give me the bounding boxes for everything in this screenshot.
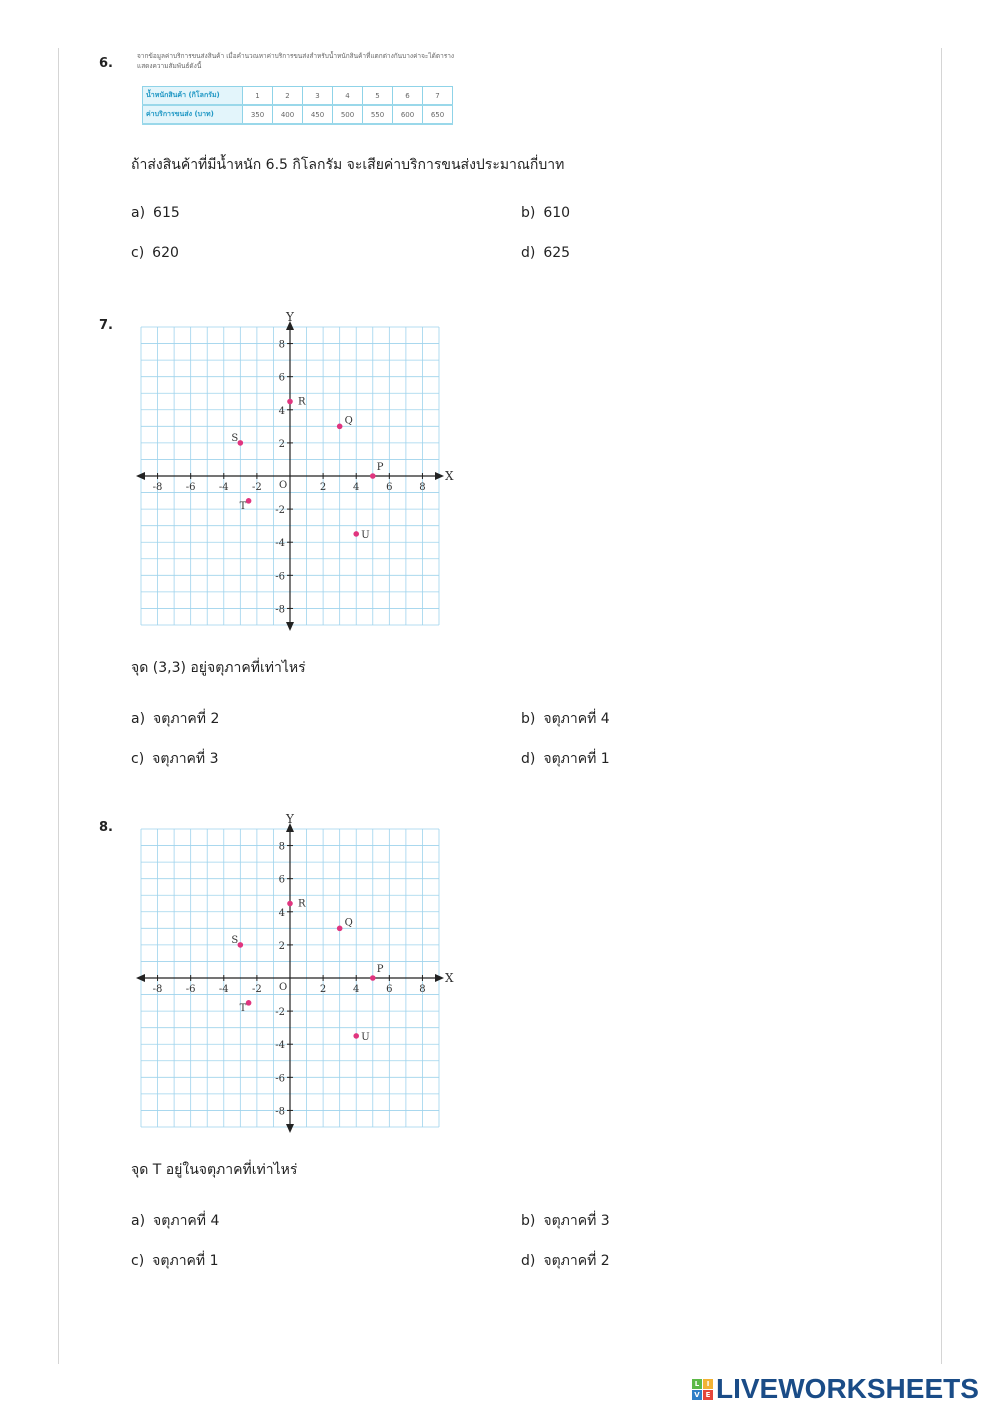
x-axis-label: X: [445, 469, 454, 483]
x-axis-arrow-right: [435, 472, 444, 480]
table-cell: 1: [243, 87, 273, 106]
option-text: จตุภาคที่ 3: [543, 1213, 610, 1229]
y-tick-label: 2: [278, 940, 285, 952]
option-label: b): [521, 205, 536, 221]
logo-block: I: [703, 1379, 713, 1389]
y-tick-label: -6: [275, 571, 285, 583]
table-header-weight: น้ำหนักสินค้า (กิโลกรัม): [143, 87, 243, 106]
y-tick-label: 6: [278, 372, 285, 384]
question-number: 6.: [99, 56, 113, 71]
option-label: b): [521, 711, 536, 727]
point-q: [337, 926, 343, 932]
right-margin-line: [941, 48, 942, 1364]
x-tick-label: -2: [252, 984, 262, 995]
table-cell: 650: [423, 105, 453, 124]
coordinate-graph: [131, 310, 454, 631]
question-text: จุด (3,3) อยู่จตุภาคที่เท่าไหร่: [131, 660, 306, 676]
logo-block: V: [692, 1390, 702, 1400]
option-text: 615: [153, 205, 180, 221]
y-tick-label: -8: [275, 1106, 285, 1118]
option-text: 625: [543, 245, 571, 261]
table-cell: 6: [393, 87, 423, 106]
table-cell: 7: [423, 87, 453, 106]
point-label-r: R: [298, 898, 306, 910]
y-tick-label: -8: [275, 604, 285, 616]
option-c[interactable]: [131, 1250, 219, 1272]
option-text: จตุภาคที่ 3: [152, 751, 219, 767]
logo-text: LIVEWORKSHEETS: [716, 1373, 979, 1404]
table-cell: 350: [243, 105, 273, 124]
y-axis-arrow-down: [286, 1124, 294, 1133]
option-label: b): [521, 1213, 536, 1229]
point-label-p: P: [376, 462, 384, 473]
y-tick-label: -2: [275, 505, 285, 517]
x-tick-label: 8: [419, 482, 426, 493]
option-label: c): [131, 245, 145, 261]
question-intro-text: จากข้อมูลค่าบริการขนส่งสินค้า เมื่อคำนวณหาค่าบริการขนส่งสำหรับน้ำหนักสินค้าที่แตกต่างกันบางค่าจะได้ตาราง แสดงความสัมพันธ์ดังนี้: [137, 52, 455, 70]
x-tick-label: -6: [185, 984, 196, 995]
x-tick-label: -4: [218, 984, 229, 995]
question-text: จุด T อยู่ในจตุภาคที่เท่าไหร่: [131, 1162, 298, 1178]
x-tick-label: 6: [386, 482, 393, 493]
option-b[interactable]: [521, 1210, 610, 1232]
x-axis-arrow-left: [136, 472, 145, 480]
table-cell: 4: [333, 87, 363, 106]
option-c[interactable]: [131, 748, 219, 770]
point-label-t: T: [239, 500, 247, 512]
option-label: d): [521, 245, 536, 261]
x-axis-arrow-left: [136, 974, 145, 982]
option-label: c): [131, 1253, 145, 1269]
point-u: [353, 1033, 359, 1039]
option-text: จตุภาคที่ 2: [153, 711, 220, 727]
point-label-t: T: [239, 1002, 247, 1014]
x-tick-label: -2: [252, 482, 262, 493]
y-tick-label: -4: [275, 538, 285, 550]
point-r: [287, 399, 293, 405]
table-cell: 5: [363, 87, 393, 106]
y-tick-label: 8: [278, 339, 285, 351]
point-u: [353, 531, 359, 537]
x-tick-label: 2: [319, 984, 327, 995]
x-tick-label: 4: [353, 482, 360, 493]
option-text: จตุภาคที่ 4: [543, 711, 610, 727]
liveworksheets-logo: [692, 1373, 979, 1405]
table-row: [143, 87, 453, 106]
x-tick-label: -8: [152, 984, 163, 995]
point-label-q: Q: [344, 917, 353, 929]
option-text: 620: [152, 245, 179, 261]
point-r: [287, 901, 293, 907]
y-tick-label: 4: [278, 907, 285, 919]
point-s: [238, 440, 244, 446]
option-b[interactable]: [521, 708, 610, 730]
option-text: จตุภาคที่ 1: [543, 751, 610, 767]
point-label-p: P: [376, 964, 384, 975]
option-b[interactable]: [521, 205, 570, 221]
table-cell: 2: [273, 87, 303, 106]
y-tick-label: 4: [278, 405, 285, 417]
x-tick-label: 4: [353, 984, 360, 995]
option-text: จตุภาคที่ 1: [152, 1253, 219, 1269]
x-tick-label: -6: [185, 482, 196, 493]
option-d[interactable]: [521, 245, 570, 261]
origin-label: O: [279, 480, 288, 491]
x-tick-label: -8: [152, 482, 163, 493]
logo-block: L: [692, 1379, 702, 1389]
origin-label: O: [279, 982, 288, 993]
point-q: [337, 424, 343, 430]
left-margin-line: [58, 48, 59, 1364]
y-axis-label: Y: [286, 812, 294, 826]
y-tick-label: 6: [278, 874, 285, 886]
table-cell: 400: [273, 105, 303, 124]
table-row: [143, 105, 453, 124]
y-tick-label: -4: [275, 1040, 285, 1052]
logo-blocks-icon: [692, 1379, 713, 1400]
point-t: [246, 1000, 252, 1006]
option-text: จตุภาคที่ 2: [543, 1253, 610, 1269]
x-tick-label: 8: [419, 984, 426, 995]
coordinate-graph: [131, 812, 454, 1133]
table-header-cost: ค่าบริการขนส่ง (บาท): [143, 105, 243, 124]
y-axis-arrow-down: [286, 622, 294, 631]
shipping-cost-table: [142, 86, 453, 125]
y-axis-label: Y: [286, 310, 294, 324]
table-cell: 600: [393, 105, 423, 124]
option-text: 610: [543, 205, 571, 221]
point-label-s: S: [231, 934, 239, 946]
table-cell: 500: [333, 105, 363, 124]
option-d[interactable]: [521, 1250, 610, 1272]
table-cell: 3: [303, 87, 333, 106]
y-tick-label: -2: [275, 1007, 285, 1019]
option-a[interactable]: [131, 1210, 219, 1232]
point-p: [370, 473, 376, 479]
y-tick-label: 8: [278, 841, 285, 853]
point-label-u: U: [361, 529, 370, 541]
x-axis-label: X: [445, 971, 454, 985]
x-axis-arrow-right: [435, 974, 444, 982]
point-p: [370, 975, 376, 981]
x-tick-label: 2: [319, 482, 327, 493]
option-label: d): [521, 751, 536, 767]
point-t: [246, 498, 252, 504]
option-a[interactable]: [131, 205, 180, 221]
question-text: ถ้าส่งสินค้าที่มีน้ำหนัก 6.5 กิโลกรัม จะเสียค่าบริการขนส่งประมาณกี่บาท: [131, 157, 565, 173]
option-label: a): [131, 205, 146, 221]
point-s: [238, 942, 244, 948]
x-tick-label: -4: [218, 482, 229, 493]
point-label-s: S: [231, 432, 239, 444]
x-tick-label: 6: [386, 984, 393, 995]
option-d[interactable]: [521, 748, 610, 770]
point-label-r: R: [298, 396, 306, 408]
point-label-u: U: [361, 1031, 370, 1043]
option-c[interactable]: [131, 245, 179, 261]
option-label: d): [521, 1253, 536, 1269]
point-label-q: Q: [344, 415, 353, 427]
y-tick-label: 2: [278, 438, 285, 450]
option-label: a): [131, 1213, 146, 1229]
option-a[interactable]: [131, 708, 219, 730]
logo-block: E: [703, 1390, 713, 1400]
option-label: a): [131, 711, 146, 727]
question-number: 7.: [99, 318, 113, 333]
y-tick-label: -6: [275, 1073, 285, 1085]
question-number: 8.: [99, 820, 113, 835]
option-label: c): [131, 751, 145, 767]
option-text: จตุภาคที่ 4: [153, 1213, 220, 1229]
table-cell: 550: [363, 105, 393, 124]
table-cell: 450: [303, 105, 333, 124]
